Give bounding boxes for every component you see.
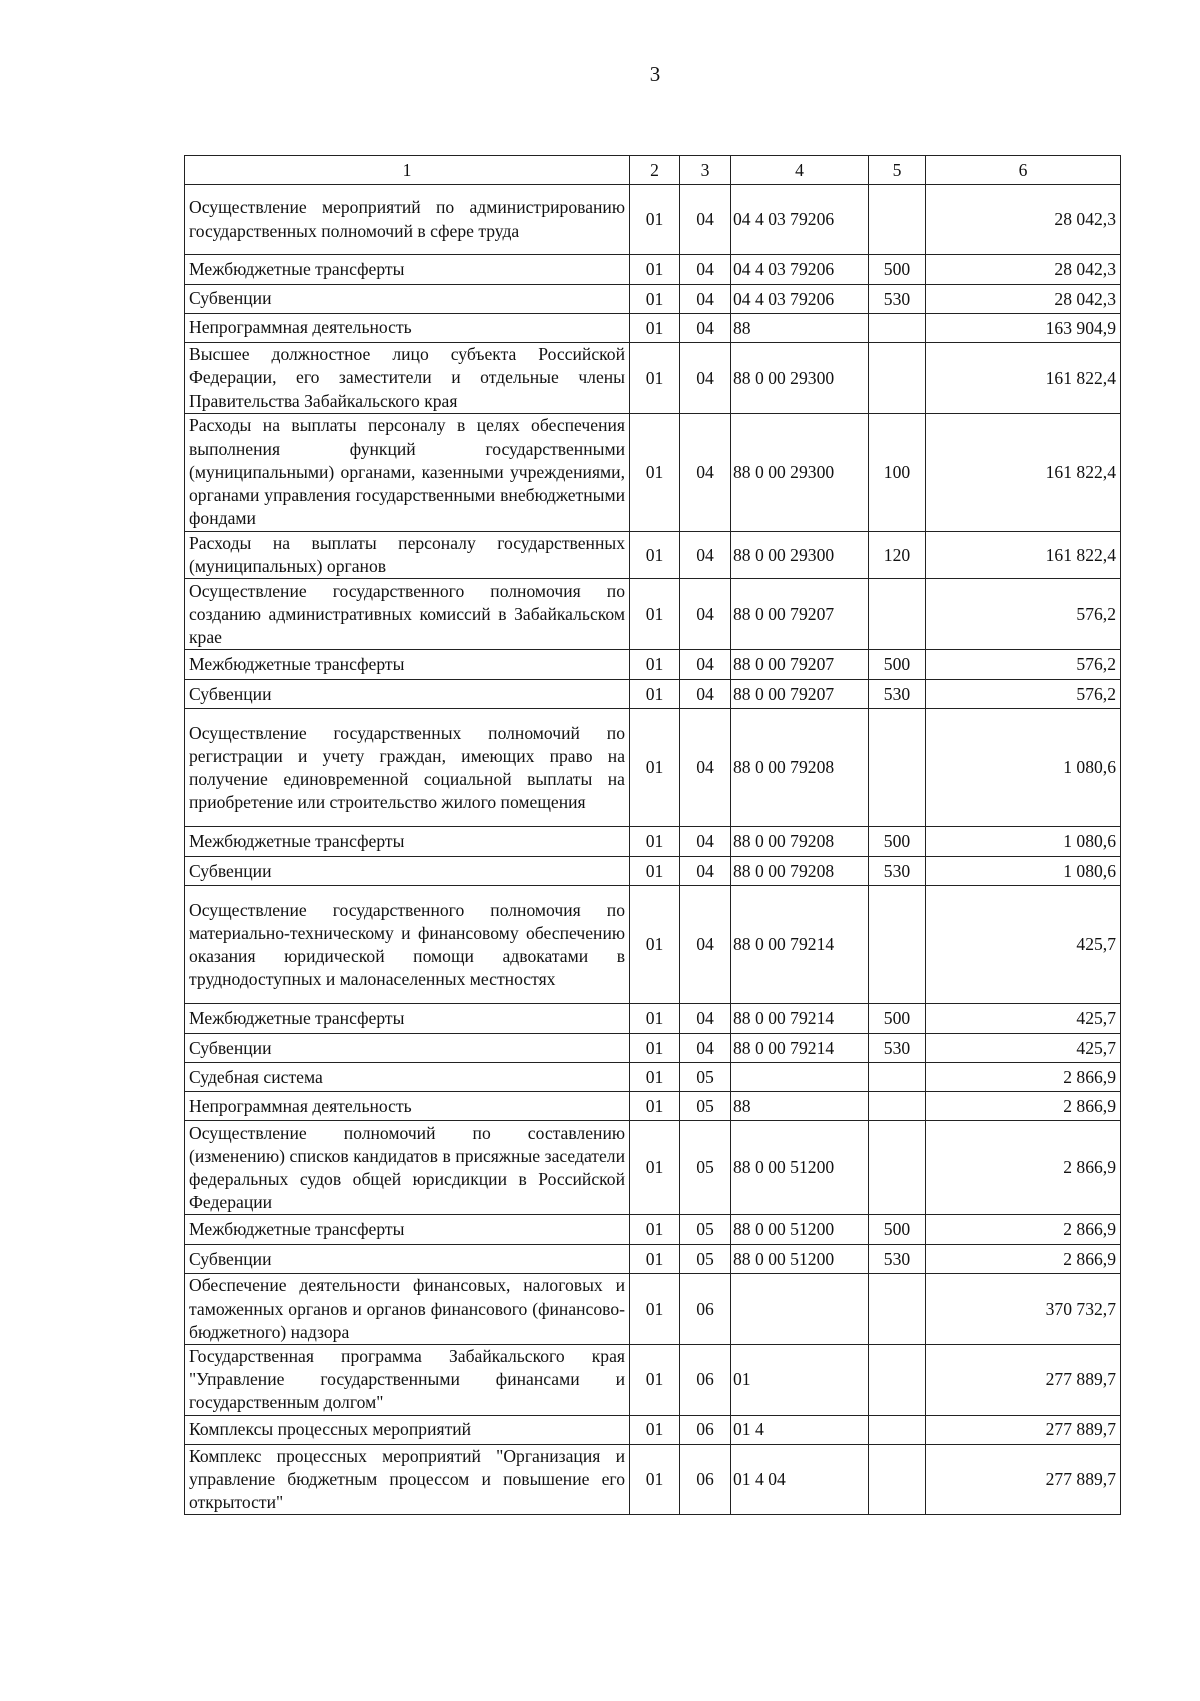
row-target-code: 88 0 00 79208 bbox=[731, 857, 869, 886]
row-subsection: 04 bbox=[680, 1004, 731, 1034]
row-name: Осуществление государственных полномочий по регистрации и учету граждан, имеющих право на получение единовременной социальной выплаты на приобретение или строительство жилого помещения bbox=[185, 709, 630, 827]
row-expense-type bbox=[869, 1063, 926, 1092]
row-target-code bbox=[731, 1274, 869, 1345]
row-amount: 2 866,9 bbox=[926, 1245, 1121, 1274]
row-section: 01 bbox=[630, 1415, 680, 1444]
row-name: Высшее должностное лицо субъекта Российской Федерации, его заместители и отдельные члены Правительства Забайкальского края bbox=[185, 343, 630, 414]
row-target-code: 04 4 03 79206 bbox=[731, 185, 869, 255]
row-amount: 425,7 bbox=[926, 1004, 1121, 1034]
row-section: 01 bbox=[630, 886, 680, 1004]
row-amount: 161 822,4 bbox=[926, 532, 1121, 579]
row-section: 01 bbox=[630, 1245, 680, 1274]
row-expense-type bbox=[869, 343, 926, 414]
row-subsection: 06 bbox=[680, 1415, 731, 1444]
row-amount: 161 822,4 bbox=[926, 414, 1121, 532]
row-subsection: 04 bbox=[680, 532, 731, 579]
row-name: Осуществление государственного полномочия по созданию административных комиссий в Забайкальском крае bbox=[185, 579, 630, 650]
row-expense-type: 120 bbox=[869, 532, 926, 579]
row-amount: 163 904,9 bbox=[926, 314, 1121, 343]
table-body bbox=[185, 156, 1121, 1515]
row-name: Межбюджетные трансферты bbox=[185, 827, 630, 857]
row-target-code: 88 bbox=[731, 314, 869, 343]
row-section: 01 bbox=[630, 1444, 680, 1515]
row-amount: 1 080,6 bbox=[926, 857, 1121, 886]
row-name: Судебная система bbox=[185, 1063, 630, 1092]
row-expense-type: 530 bbox=[869, 1245, 926, 1274]
budget-table bbox=[184, 155, 1121, 1515]
row-expense-type bbox=[869, 314, 926, 343]
row-subsection: 04 bbox=[680, 314, 731, 343]
row-section: 01 bbox=[630, 680, 680, 709]
row-expense-type bbox=[869, 709, 926, 827]
row-section: 01 bbox=[630, 1274, 680, 1345]
row-target-code: 88 0 00 51200 bbox=[731, 1121, 869, 1215]
row-amount: 2 866,9 bbox=[926, 1092, 1121, 1121]
table-row bbox=[185, 1063, 1121, 1092]
row-target-code: 88 0 00 79207 bbox=[731, 680, 869, 709]
row-amount: 161 822,4 bbox=[926, 343, 1121, 414]
table-row bbox=[185, 579, 1121, 650]
table-row bbox=[185, 255, 1121, 285]
row-expense-type bbox=[869, 886, 926, 1004]
row-expense-type: 500 bbox=[869, 650, 926, 680]
row-expense-type: 500 bbox=[869, 1004, 926, 1034]
row-target-code: 04 4 03 79206 bbox=[731, 285, 869, 314]
row-target-code: 88 0 00 79207 bbox=[731, 579, 869, 650]
row-section: 01 bbox=[630, 709, 680, 827]
row-target-code: 88 0 00 29300 bbox=[731, 414, 869, 532]
column-header: 3 bbox=[680, 156, 731, 185]
row-section: 01 bbox=[630, 827, 680, 857]
row-name: Расходы на выплаты персоналу государственных (муниципальных) органов bbox=[185, 532, 630, 579]
row-name: Межбюджетные трансферты bbox=[185, 1004, 630, 1034]
row-section: 01 bbox=[630, 1034, 680, 1063]
row-target-code: 88 0 00 51200 bbox=[731, 1215, 869, 1245]
row-expense-type bbox=[869, 1092, 926, 1121]
row-section: 01 bbox=[630, 185, 680, 255]
row-name: Межбюджетные трансферты bbox=[185, 255, 630, 285]
row-amount: 576,2 bbox=[926, 650, 1121, 680]
column-header: 4 bbox=[731, 156, 869, 185]
table-row bbox=[185, 680, 1121, 709]
row-amount: 28 042,3 bbox=[926, 185, 1121, 255]
table-row bbox=[185, 827, 1121, 857]
row-amount: 370 732,7 bbox=[926, 1274, 1121, 1345]
row-target-code: 01 bbox=[731, 1345, 869, 1416]
row-subsection: 05 bbox=[680, 1063, 731, 1092]
row-section: 01 bbox=[630, 650, 680, 680]
row-subsection: 04 bbox=[680, 709, 731, 827]
row-expense-type bbox=[869, 1121, 926, 1215]
row-expense-type: 530 bbox=[869, 1034, 926, 1063]
table-row bbox=[185, 1415, 1121, 1444]
row-subsection: 04 bbox=[680, 680, 731, 709]
row-amount: 28 042,3 bbox=[926, 285, 1121, 314]
row-amount: 2 866,9 bbox=[926, 1063, 1121, 1092]
page-number: 3 bbox=[649, 62, 661, 86]
row-subsection: 04 bbox=[680, 285, 731, 314]
row-subsection: 04 bbox=[680, 827, 731, 857]
row-subsection: 04 bbox=[680, 343, 731, 414]
row-name: Субвенции bbox=[185, 1245, 630, 1274]
row-name: Субвенции bbox=[185, 680, 630, 709]
table-row bbox=[185, 650, 1121, 680]
row-section: 01 bbox=[630, 1345, 680, 1416]
column-header: 5 bbox=[869, 156, 926, 185]
row-expense-type: 500 bbox=[869, 1215, 926, 1245]
row-amount: 576,2 bbox=[926, 579, 1121, 650]
table-row bbox=[185, 857, 1121, 886]
column-header: 1 bbox=[185, 156, 630, 185]
row-section: 01 bbox=[630, 857, 680, 886]
row-expense-type: 530 bbox=[869, 285, 926, 314]
row-subsection: 06 bbox=[680, 1345, 731, 1416]
row-subsection: 04 bbox=[680, 857, 731, 886]
row-subsection: 05 bbox=[680, 1121, 731, 1215]
row-amount: 576,2 bbox=[926, 680, 1121, 709]
row-target-code: 88 bbox=[731, 1092, 869, 1121]
row-expense-type: 530 bbox=[869, 680, 926, 709]
row-target-code: 88 0 00 51200 bbox=[731, 1245, 869, 1274]
row-subsection: 06 bbox=[680, 1274, 731, 1345]
table-row bbox=[185, 1034, 1121, 1063]
row-subsection: 04 bbox=[680, 1034, 731, 1063]
row-section: 01 bbox=[630, 532, 680, 579]
row-name: Межбюджетные трансферты bbox=[185, 650, 630, 680]
row-name: Осуществление государственного полномочия по материально-техническому и финансовому обеспечению оказания юридической помощи адвокатами в труднодоступных и малонаселенных местностях bbox=[185, 886, 630, 1004]
row-expense-type bbox=[869, 1345, 926, 1416]
row-name: Субвенции bbox=[185, 1034, 630, 1063]
row-name: Межбюджетные трансферты bbox=[185, 1215, 630, 1245]
column-header: 2 bbox=[630, 156, 680, 185]
table-row bbox=[185, 886, 1121, 1004]
row-section: 01 bbox=[630, 1215, 680, 1245]
row-target-code: 04 4 03 79206 bbox=[731, 255, 869, 285]
row-expense-type: 530 bbox=[869, 857, 926, 886]
row-amount: 2 866,9 bbox=[926, 1121, 1121, 1215]
row-section: 01 bbox=[630, 1092, 680, 1121]
row-name: Осуществление полномочий по составлению (изменению) списков кандидатов в присяжные заседатели федеральных судов общей юрисдикции в Российской Федерации bbox=[185, 1121, 630, 1215]
row-name: Осуществление мероприятий по администрированию государственных полномочий в сфере труда bbox=[185, 185, 630, 255]
row-section: 01 bbox=[630, 1004, 680, 1034]
table-row bbox=[185, 1004, 1121, 1034]
row-subsection: 05 bbox=[680, 1092, 731, 1121]
row-section: 01 bbox=[630, 1063, 680, 1092]
row-name: Государственная программа Забайкальского края "Управление государственными финансами и государственным долгом" bbox=[185, 1345, 630, 1416]
table-row bbox=[185, 343, 1121, 414]
table-row bbox=[185, 709, 1121, 827]
row-expense-type bbox=[869, 1274, 926, 1345]
row-name: Непрограммная деятельность bbox=[185, 1092, 630, 1121]
row-target-code: 88 0 00 79214 bbox=[731, 886, 869, 1004]
row-target-code: 88 0 00 29300 bbox=[731, 532, 869, 579]
table-row bbox=[185, 314, 1121, 343]
row-section: 01 bbox=[630, 579, 680, 650]
row-amount: 1 080,6 bbox=[926, 827, 1121, 857]
row-target-code: 01 4 bbox=[731, 1415, 869, 1444]
row-name: Непрограммная деятельность bbox=[185, 314, 630, 343]
row-subsection: 04 bbox=[680, 185, 731, 255]
row-subsection: 04 bbox=[680, 886, 731, 1004]
row-expense-type: 500 bbox=[869, 255, 926, 285]
row-subsection: 04 bbox=[680, 579, 731, 650]
row-name: Обеспечение деятельности финансовых, налоговых и таможенных органов и органов финансового (финансово-бюджетного) надзора bbox=[185, 1274, 630, 1345]
row-amount: 28 042,3 bbox=[926, 255, 1121, 285]
row-target-code: 88 0 00 79214 bbox=[731, 1004, 869, 1034]
row-expense-type: 500 bbox=[869, 827, 926, 857]
row-target-code: 88 0 00 29300 bbox=[731, 343, 869, 414]
row-subsection: 05 bbox=[680, 1245, 731, 1274]
row-target-code bbox=[731, 1063, 869, 1092]
table-row bbox=[185, 532, 1121, 579]
row-section: 01 bbox=[630, 255, 680, 285]
row-target-code: 88 0 00 79207 bbox=[731, 650, 869, 680]
table-row bbox=[185, 1245, 1121, 1274]
row-subsection: 06 bbox=[680, 1444, 731, 1515]
row-target-code: 88 0 00 79214 bbox=[731, 1034, 869, 1063]
row-subsection: 04 bbox=[680, 650, 731, 680]
row-target-code: 01 4 04 bbox=[731, 1444, 869, 1515]
row-amount: 277 889,7 bbox=[926, 1415, 1121, 1444]
table-row bbox=[185, 185, 1121, 255]
row-name: Комплексы процессных мероприятий bbox=[185, 1415, 630, 1444]
row-name: Субвенции bbox=[185, 857, 630, 886]
row-section: 01 bbox=[630, 1121, 680, 1215]
row-subsection: 04 bbox=[680, 255, 731, 285]
row-subsection: 04 bbox=[680, 414, 731, 532]
row-amount: 2 866,9 bbox=[926, 1215, 1121, 1245]
row-amount: 425,7 bbox=[926, 886, 1121, 1004]
row-expense-type bbox=[869, 1444, 926, 1515]
row-section: 01 bbox=[630, 285, 680, 314]
row-expense-type bbox=[869, 579, 926, 650]
row-name: Расходы на выплаты персоналу в целях обеспечения выполнения функций государственными (муниципальными) органами, казенными учреждениями, органами управления государственными внебюджетными фондами bbox=[185, 414, 630, 532]
table-row bbox=[185, 1092, 1121, 1121]
table-row bbox=[185, 1444, 1121, 1515]
row-subsection: 05 bbox=[680, 1215, 731, 1245]
row-name: Субвенции bbox=[185, 285, 630, 314]
row-expense-type: 100 bbox=[869, 414, 926, 532]
row-amount: 277 889,7 bbox=[926, 1444, 1121, 1515]
row-target-code: 88 0 00 79208 bbox=[731, 709, 869, 827]
row-expense-type bbox=[869, 1415, 926, 1444]
row-section: 01 bbox=[630, 343, 680, 414]
table-row bbox=[185, 1215, 1121, 1245]
row-section: 01 bbox=[630, 414, 680, 532]
row-section: 01 bbox=[630, 314, 680, 343]
row-amount: 277 889,7 bbox=[926, 1345, 1121, 1416]
table-row bbox=[185, 414, 1121, 532]
table-row bbox=[185, 1345, 1121, 1416]
column-header: 6 bbox=[926, 156, 1121, 185]
table-row bbox=[185, 1274, 1121, 1345]
row-target-code: 88 0 00 79208 bbox=[731, 827, 869, 857]
table-header-row bbox=[185, 156, 1121, 185]
row-expense-type bbox=[869, 185, 926, 255]
table-row bbox=[185, 285, 1121, 314]
row-amount: 425,7 bbox=[926, 1034, 1121, 1063]
row-name: Комплекс процессных мероприятий "Организация и управление бюджетным процессом и повышение его открытости" bbox=[185, 1444, 630, 1515]
row-amount: 1 080,6 bbox=[926, 709, 1121, 827]
table-row bbox=[185, 1121, 1121, 1215]
